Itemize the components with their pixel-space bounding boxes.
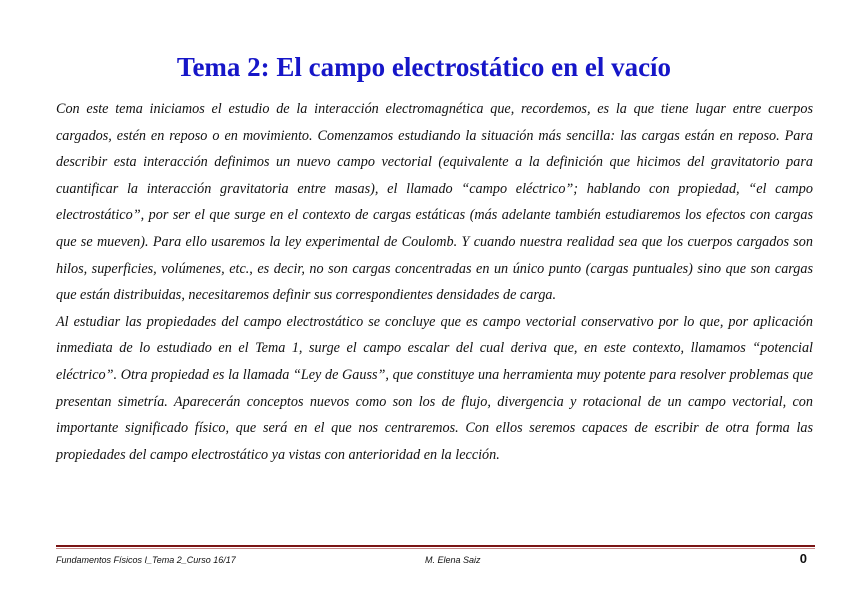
page-title: Tema 2: El campo electrostático en el vacío xyxy=(176,52,672,82)
footer-author: M. Elena Saiz xyxy=(425,555,481,565)
body-text xyxy=(56,96,813,468)
footer-rule-secondary xyxy=(56,548,815,549)
footer-rule xyxy=(56,545,815,547)
footer-course-label: Fundamentos Físicos I_Tema 2_Curso 16/17 xyxy=(56,555,236,565)
paragraph-properties: Al estudiar las propiedades del campo electrostático se concluye que es campo vectorial conservativo por lo que, por aplicación inmediata de lo estudiado en el Tema 1, surge el campo escalar del cual deriva que, en este contexto, llamamos “potencial eléctrico”. Otra propiedad es la llamada “Ley de Gauss”, que constituye una herramienta muy potente para resolver problemas que presentan simetría. Aparecerán conceptos nuevos como son los de flujo, divergencia y rotacional de un campo vectorial, con importante significado físico, que será en el que nos centraremos. Con ellos seremos capaces de escribir de otra forma las propiedades del campo electrostático ya vistas con anterioridad en la lección. xyxy=(56,313,813,463)
paragraph-intro: Con este tema iniciamos el estudio de la interacción electromagnética que, recordemos, es la que tiene lugar entre cuerpos cargados, estén en reposo o en movimiento. Comenzamos estudiando la situación más sencilla: las cargas están en reposo. Para describir esta interacción definimos un nuevo campo vectorial (equivalente a la definición que hicimos del gravitatorio para cuantificar la interacción gravitatoria entre masas), el llamado “campo eléctrico”; hablando con propiedad, “el campo electrostático”, por ser el que surge en el contexto de cargas estáticas (más adelante también estudiaremos los efectos con cargas que se mueven). Para ello usaremos la ley experimental de Coulomb. Y cuando nuestra realidad sea que los cuerpos cargados son hilos, superficies, volúmenes, etc., es decir, no son cargas concentradas en un único punto (cargas puntuales) sino que son cargas que están distribuidas, necesitaremos definir sus correspondientes densidades de carga. xyxy=(56,101,813,304)
page-number: 0 xyxy=(799,551,807,566)
